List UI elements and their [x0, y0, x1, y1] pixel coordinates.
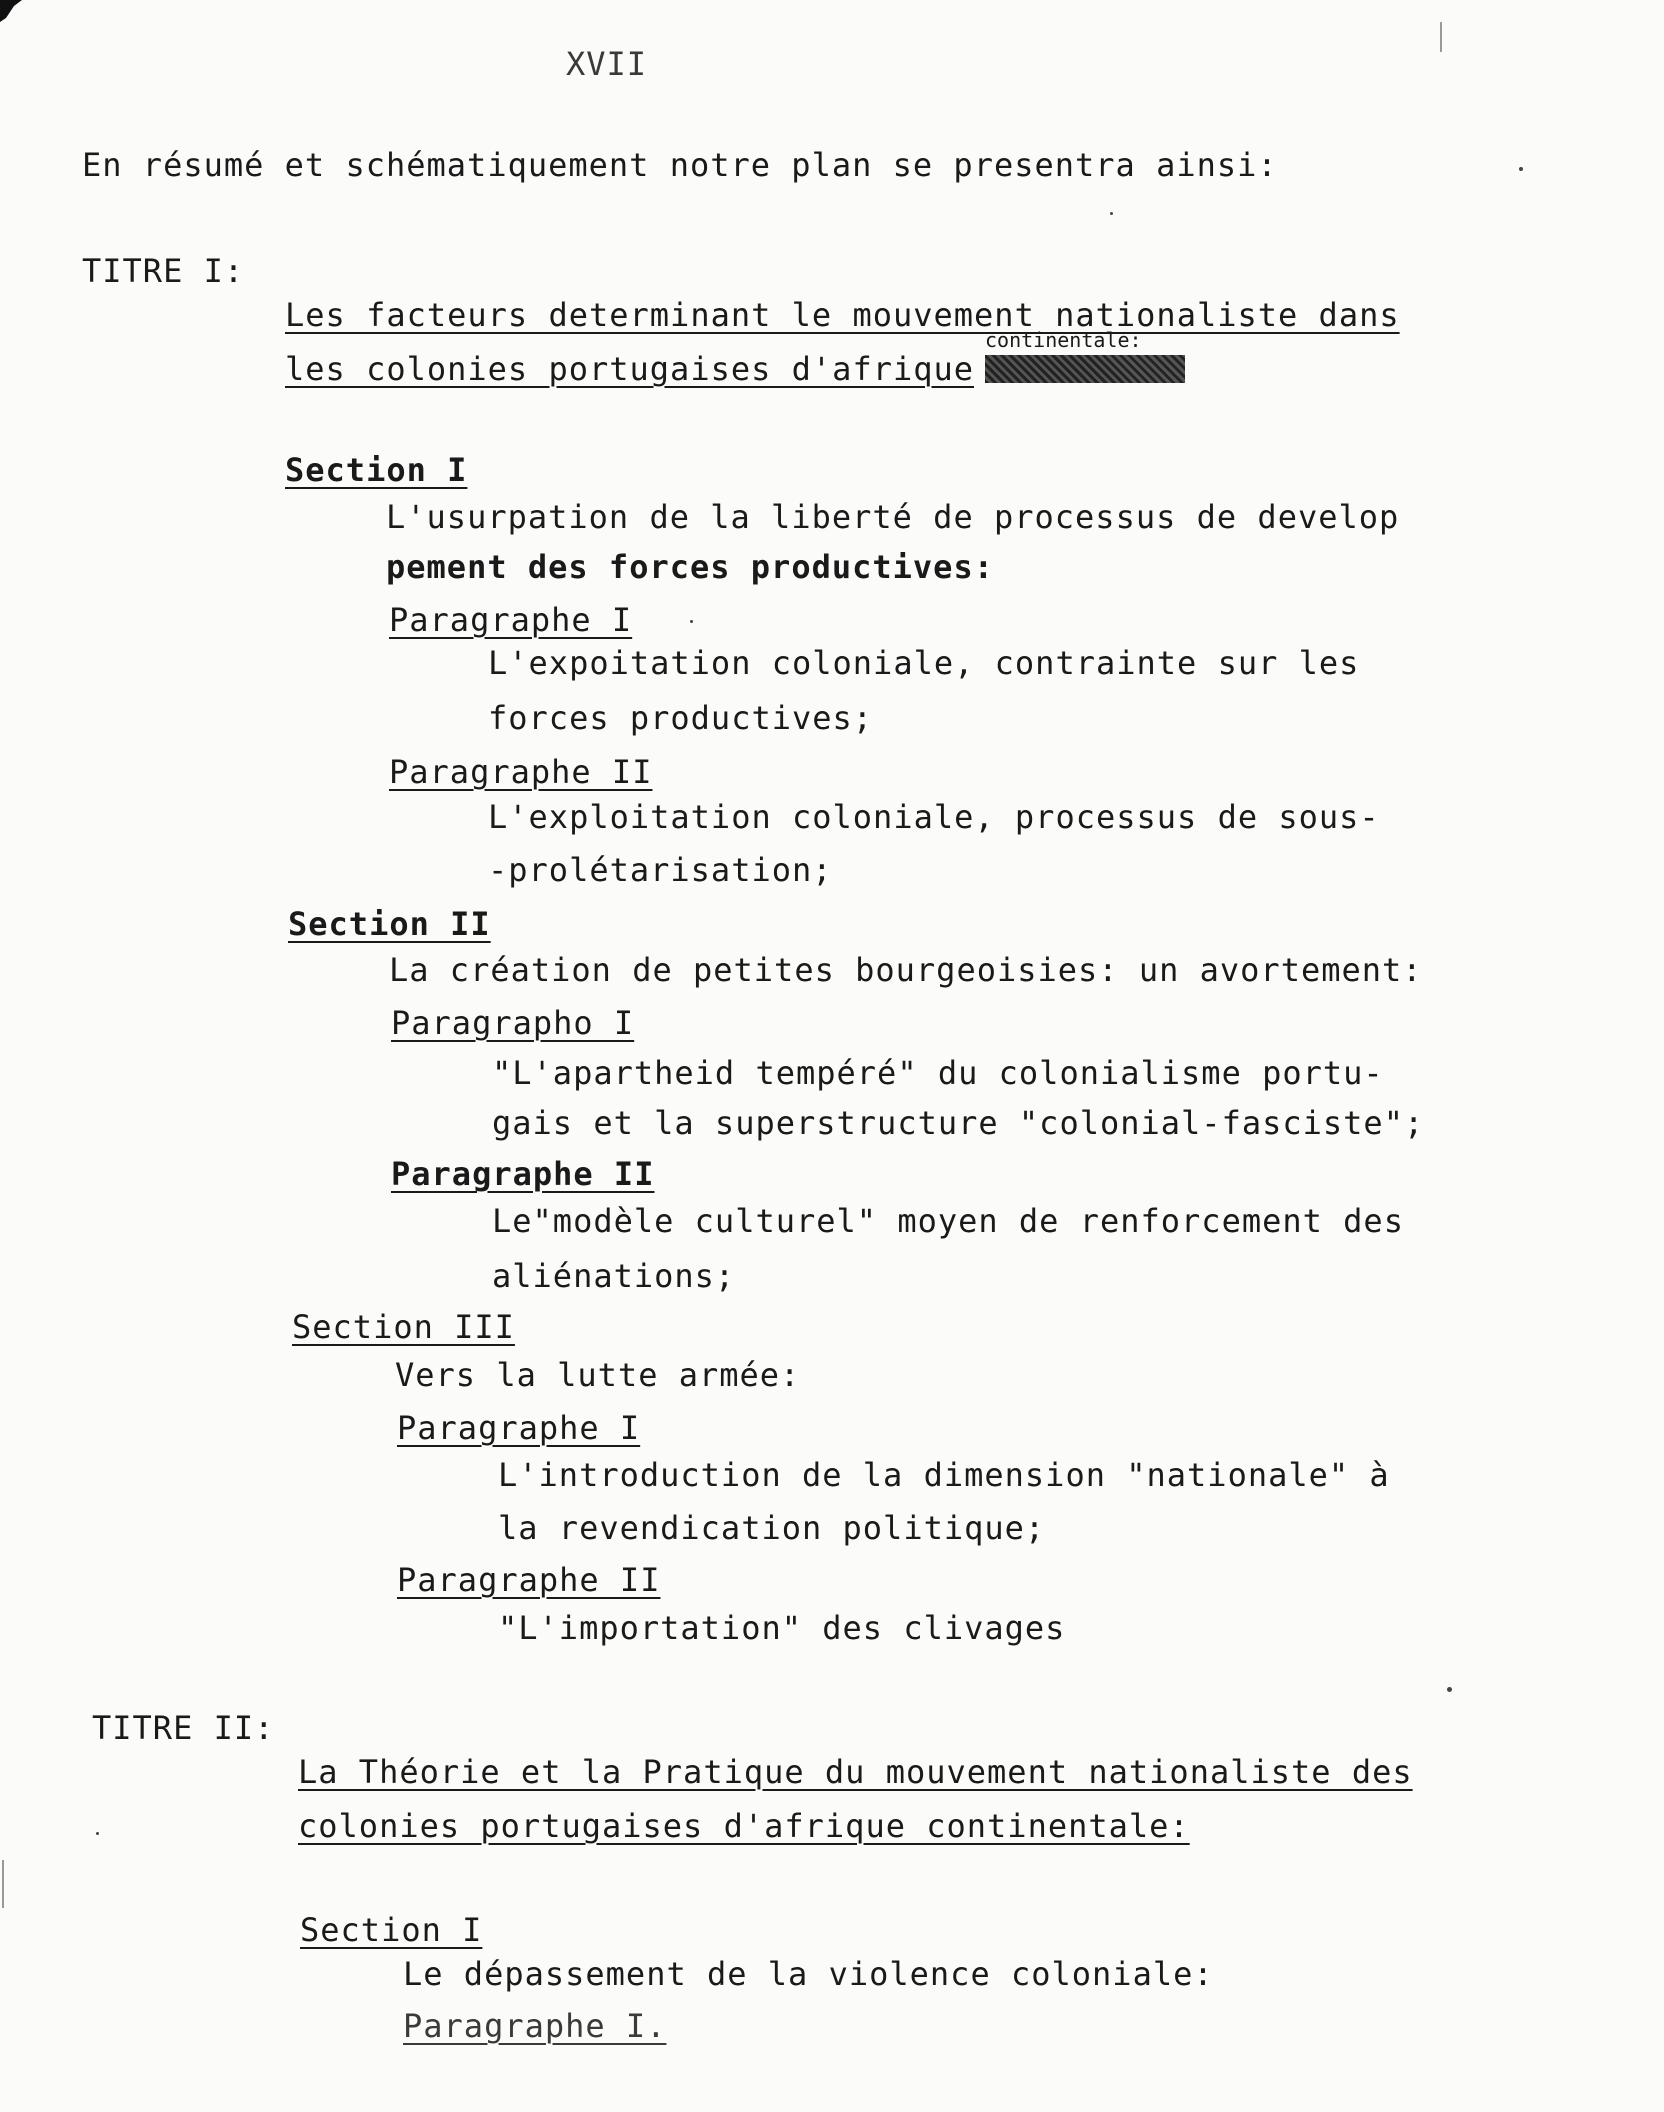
scan-speck: [96, 1832, 99, 1835]
s3-paragraph-2-label: Paragraphe II: [397, 1561, 661, 1599]
s2-paragraph-1-line1: "L'apartheid tempéré" du colonialisme portu-: [492, 1054, 1384, 1092]
section-3-title-line1: Vers la lutte armée:: [395, 1356, 801, 1394]
s1-paragraph-1-label: Paragraphe I: [389, 601, 633, 639]
s3-paragraph-1-label: Paragraphe I: [397, 1409, 641, 1447]
section-1-title-line1: L'usurpation de la liberté de processus de develop: [386, 498, 1400, 536]
s3-paragraph-2-line1: "L'importation" des clivages: [498, 1609, 1066, 1647]
s1-paragraph-2-line2: -prolétarisation;: [488, 851, 833, 889]
titre-2-heading-line2: colonies portugaises d'afrique continentale:: [298, 1807, 1190, 1845]
page-number: XVII: [566, 45, 648, 83]
s2-paragraph-1-line2: gais et la superstructure "colonial-fasciste";: [492, 1104, 1425, 1142]
titre-2-section-1-title: Le dépassement de la violence coloniale:: [403, 1955, 1214, 1993]
s1-paragraph-1-line1: L'expoitation coloniale, contrainte sur les: [488, 644, 1360, 682]
section-2-label: Section II: [288, 905, 491, 943]
scan-edge-line: [2, 1860, 4, 1908]
ink-mark-icon: [0, 0, 24, 22]
titre-2-heading-line1: La Théorie et la Pratique du mouvement nationaliste des: [298, 1753, 1413, 1791]
s2-paragraph-2-line1: Le"modèle culturel" moyen de renforcement des: [492, 1202, 1404, 1240]
scan-speck: [1519, 167, 1523, 171]
intro-text: En résumé et schématiquement notre plan se presentra ainsi:: [82, 146, 1278, 184]
section-1-title-line2: pement des forces productives:: [386, 548, 994, 586]
struck-out-word: [985, 355, 1185, 383]
s2-paragraph-2-line2: aliénations;: [492, 1257, 736, 1295]
titre-1-heading-correction: continentale:: [985, 328, 1142, 352]
s1-paragraph-2-line1: L'exploitation coloniale, processus de sous-: [488, 798, 1380, 836]
titre-2-section-1-label: Section I: [300, 1911, 483, 1949]
scan-speck: [1447, 1687, 1452, 1692]
titre-2-paragraph-1-label: Paragraphe I.: [403, 2007, 667, 2045]
titre-1-heading-line2: les colonies portugaises d'afrique: [285, 350, 975, 388]
titre-1-heading-line1: Les facteurs determinant le mouvement nationaliste dans: [285, 296, 1400, 334]
s1-paragraph-1-line2: forces productives;: [488, 699, 874, 737]
titre-1-label: TITRE I:: [82, 252, 245, 290]
section-1-label: Section I: [285, 451, 468, 489]
scan-speck: [1110, 212, 1113, 215]
scan-edge-line: [1440, 22, 1442, 52]
section-3-label: Section III: [292, 1308, 515, 1346]
s2-paragraph-2-label: Paragraphe II: [391, 1155, 655, 1193]
s2-paragraph-1-label: Paragrapho I: [391, 1004, 635, 1042]
s1-paragraph-2-label: Paragraphe II: [389, 753, 653, 791]
scan-speck: [690, 620, 693, 623]
s3-paragraph-1-line2: la revendication politique;: [498, 1509, 1046, 1547]
s3-paragraph-1-line1: L'introduction de la dimension "nationale" à: [498, 1456, 1390, 1494]
titre-2-label: TITRE II:: [92, 1709, 275, 1747]
section-2-title-line1: La création de petites bourgeoisies: un avortement:: [389, 951, 1423, 989]
